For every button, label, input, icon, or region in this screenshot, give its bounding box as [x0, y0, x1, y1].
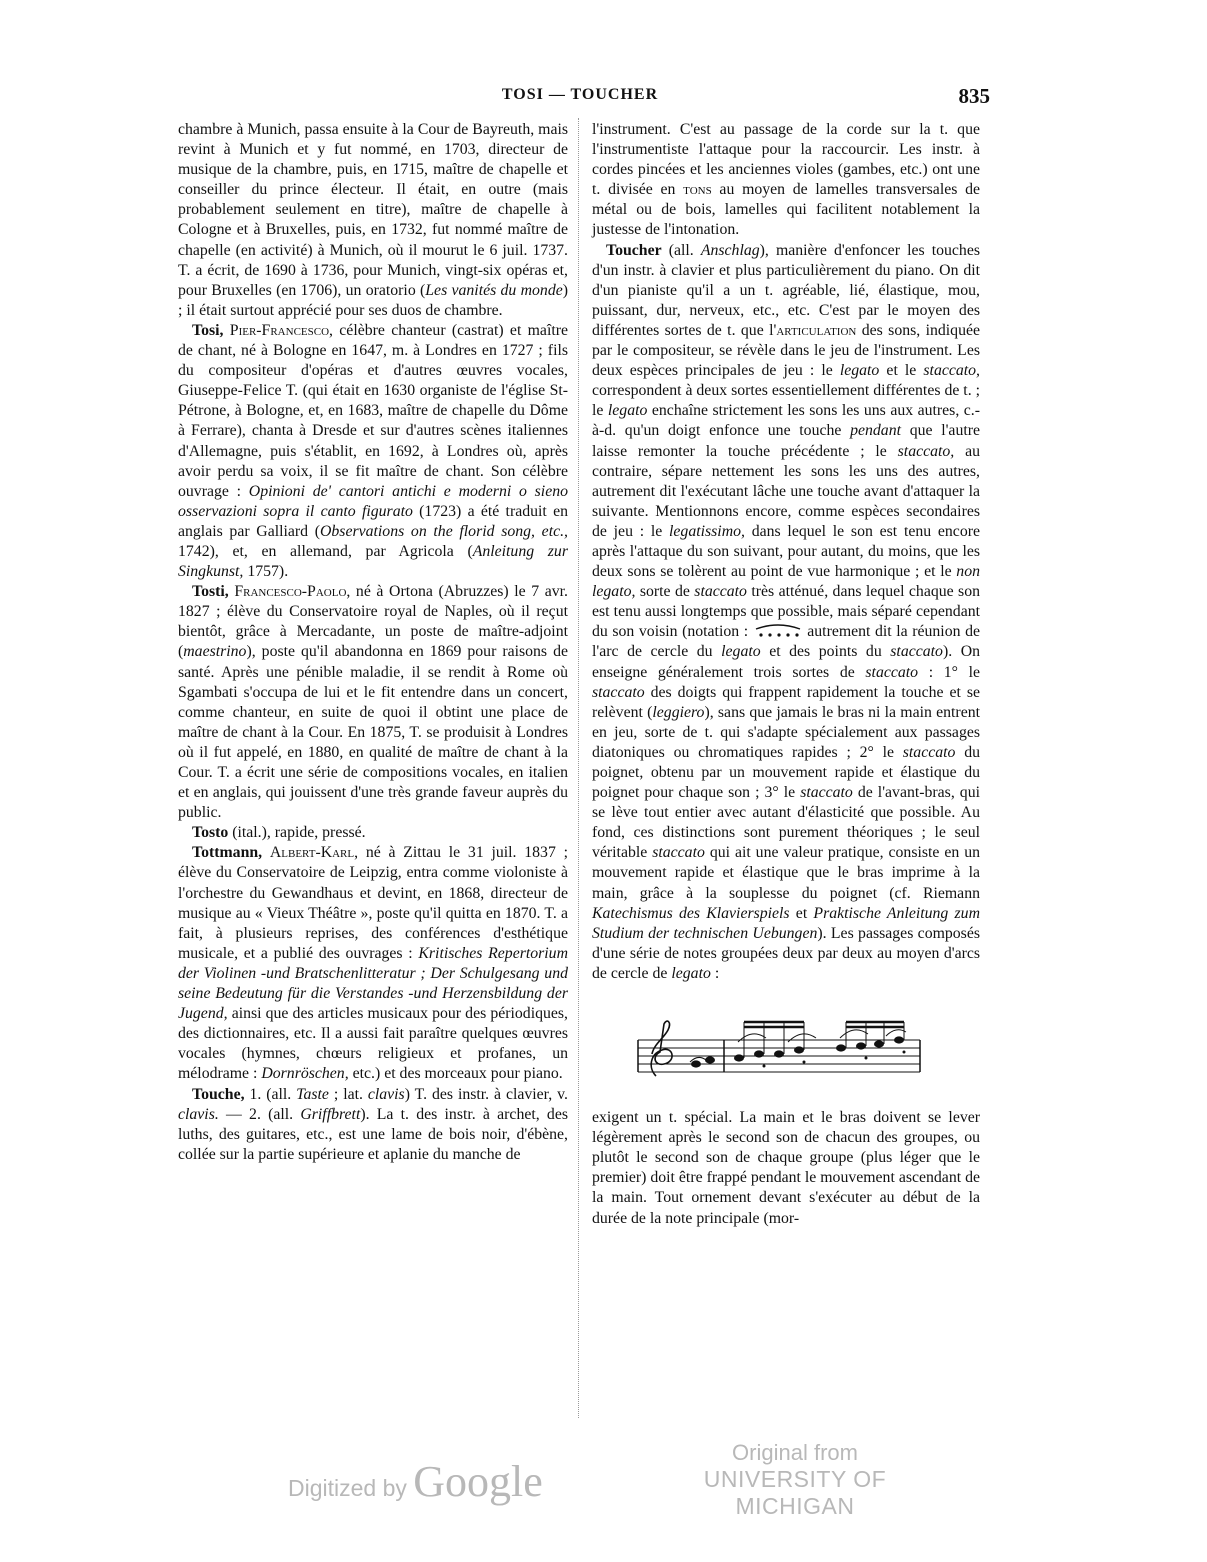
left-column: [178, 120, 568, 1165]
entry-tosi: Tosi, Pier-Francesco, célèbre chanteur (castrat) et maître de chant, né à Bologne en 1647, m. à Londres en 1727 ; fils du compositeur d'opéras et d'autres œuvres vocales, Giuseppe-Felice T. (qui était en 1630 organiste de l'église St-Pétrone, à Bologne, et, en 1683, maître de chapelle du Dôme à Ferrare), chanta à Dresde et sur d'autres scènes italiennes d'Allemagne, puis s'établit, en 1692, à Londres où, après avoir perdu sa voix, il se fit maître de chant. Son célèbre ouvrage : Opinioni de' cantori antichi e moderni o sieno osservazioni sopra il canto figurato (1723) a été traduit en anglais par Galliard (Observations on the florid song, etc., 1742), et, en allemand, par Agricola (Anleitung zur Singkunst, 1757).: [178, 321, 568, 581]
music-example: [634, 1018, 924, 1078]
google-logo: Google: [413, 1457, 543, 1506]
page-number: 835: [958, 84, 990, 108]
digitized-by-watermark: Digitized by Google: [288, 1457, 543, 1506]
entry-continuation: chambre à Munich, passa ensuite à la Cour de Bayreuth, mais revint à Munich et y fut nommé, en 1703, directeur de musique de la chambre, puis, en 1715, maître de chapelle et conseiller du prince électeur. Il était, en outre (mais probablement seulement en titre), maître de chapelle à Cologne et à Bruxelles, puis, en 1732, fut nommé maître de chapelle (en activité) à Munich, où il mourut le 6 juil. 1737. T. a écrit, de 1690 à 1736, pour Munich, vingt-six opéras et, pour Bruxelles (en 1706), un oratorio (Les vanités du monde) ; il était surtout apprécié pour ses duos de chambre.: [178, 121, 568, 319]
entry-tottmann: Tottmann, Albert-Karl, né à Zittau le 31 juil. 1837 ; élève du Conservatoire de Leipzig, entra comme violoniste à l'orchestre du Gewandhaus et devint, en 1868, directeur de musique au « Vieux Théâtre », poste qu'il quitta en 1870. T. a fait, à plusieurs reprises, des conférences d'esthétique musicale, et a publié des ouvrages : Kritisches Repertorium der Violinen -und Bratschenlitteratur ; Der Schulgesang und seine Bedeutung für die Verstandes -und Herzensbildung der Jugend, ainsi que des articles musicaux pour des périodiques, des dictionnaires, etc. Il a aussi fait paraître quelques œuvres vocales (hymnes, chœurs religieux et profanes, un mélodrame : Dornröschen, etc.) et des morceaux pour piano.: [178, 844, 568, 1083]
headword-tosti: Tosti,: [192, 583, 229, 601]
entry-touche: Touche, 1. (all. Taste ; lat. clavis) T. des instr. à clavier, v. clavis. — 2. (all. Griffbrett). La t. des instr. à archet, des luths, des guitares, etc., est une lame de bois noir, d'ébène, collée sur la partie supérieure et aplanie du manche de: [178, 1085, 568, 1163]
headword-toucher: Toucher: [606, 241, 662, 259]
entry-tosti: Tosti, Francesco-Paolo, né à Ortona (Abruzzes) le 7 avr. 1827 ; élève du Conservatoire royal de Naples, où il reçut bientôt, grâce à Mercadante, un poste de maître-adjoint (maestrino), poste qu'il abandonna en 1869 pour raisons de santé. Après une pénible maladie, il se rendit à Rome où Sgambati s'occupa de lui et le fit entendre dans un concert, comme chanteur, en suite de quoi il obtint une place de maître de chant à la Cour. En 1875, T. se produisit à Londres où il fut appelé, en 1880, en qualité de maître de chant à la Cour. T. a écrit une série de compositions vocales, en italien et en anglais, qui jouissent d'une très grande faveur auprès du public.: [178, 583, 568, 822]
headword-touche: Touche,: [192, 1085, 245, 1103]
original-from-watermark: Original from UNIVERSITY OF MICHIGAN: [703, 1440, 887, 1519]
entry-touche-continuation: l'instrument. C'est au passage de la corde sur la t. que l'instrumentiste l'attaque pour la raccourcir. Les instr. à cordes pincées et les anciennes violes (gambes, etc.) ont une t. divisée en tons au moyen de lamelles transversales de métal ou de bois, lamelles qui facilitent notablement la justesse de l'intonation.: [592, 121, 980, 239]
headword-tosto: Tosto: [192, 824, 229, 842]
non-legato-notation-icon: [753, 623, 803, 639]
running-head: [170, 84, 990, 114]
headword-tottmann: Tottmann,: [192, 844, 263, 862]
running-head-title: TOSI — TOUCHER: [501, 86, 659, 103]
column-rule: [578, 118, 579, 1418]
headword-tosi: Tosi,: [192, 321, 224, 339]
entry-toucher-continuation: exigent un t. spécial. La main et le bras doivent se lever légèrement après le second son de chacun des groupes, ou plutôt le second son de chaque groupe (plus léger que le premier) doit être frappé pendant le mouvement ascendant de la main. Tout ornement devant s'exécuter au début de la durée de la note principale (mor-: [592, 1109, 980, 1227]
footer-watermark: [0, 1438, 1207, 1519]
right-column: [592, 120, 980, 1229]
entry-tosto: Tosto (ital.), rapide, pressé.: [192, 824, 366, 842]
entry-toucher: Toucher (all. Anschlag), manière d'enfoncer les touches d'un instr. à clavier et plus particulièrement du piano. On dit d'un pianiste qu'il a un t. agréable, lié, élastique, mou, puissant, dur, nerveux, etc., etc. C'est par le moyen des différentes sortes de t. que l'articulation des sons, indiquée par le compositeur, se révèle dans le jeu de l'instrument. Les deux espèces principales de jeu : le legato et le staccato, correspondent à deux sortes essentiellement différentes de t. ; le legato enchaîne strictement les sons les uns aux autres, c.-à-d. qu'un doigt enfonce une touche pendant que l'autre laisse remonter la touche précédente ; le staccato, au contraire, sépare nettement les sons les uns des autres, autrement dit l'exécutant lâche une touche avant d'attaquer la suivante. Mentionnons encore, comme espèces secondaires de jeu : le legatissimo, dans lequel le son est tenu encore après l'attaque du son suivant, pour autant, du moins, que les deux sons se tolèrent au point de vue harmonique ; et le non legato, sorte de staccato très atténué, dans lequel chaque son est tenu aussi longtemps que possible, mais séparé cependant du son voisin (notation : autrement dit la réunion de l'arc de cercle du legato et des points du staccato). On enseigne généralement trois sortes de staccato : 1° le staccato des doigts qui frappent rapidement la touche et se relèvent (leggiero), sans que jamais le bras ni la main entrent en jeu, sorte de t. qui s'adapte spécialement aux passages diatoniques ou chromatiques rapides ; 2° le staccato du poignet, obtenu par un mouvement rapide et élastique du poignet pour chaque son ; 3° le staccato de l'avant-bras, qui se lève tout entier avec autant d'élasticité que possible. Au fond, ces distinctions sont purement théoriques ; le seul véritable staccato qui ait une valeur pratique, consiste en un mouvement rapide et élastique que le bras imprime à la main, grâce à la souplesse du poignet (cf. Riemann Katechismus des Klavierspiels et Praktische Anleitung zum Studium der technischen Uebungen). Les passages composés d'une série de notes groupées deux par deux au moyen d'arcs de cercle de legato :: [592, 241, 981, 982]
